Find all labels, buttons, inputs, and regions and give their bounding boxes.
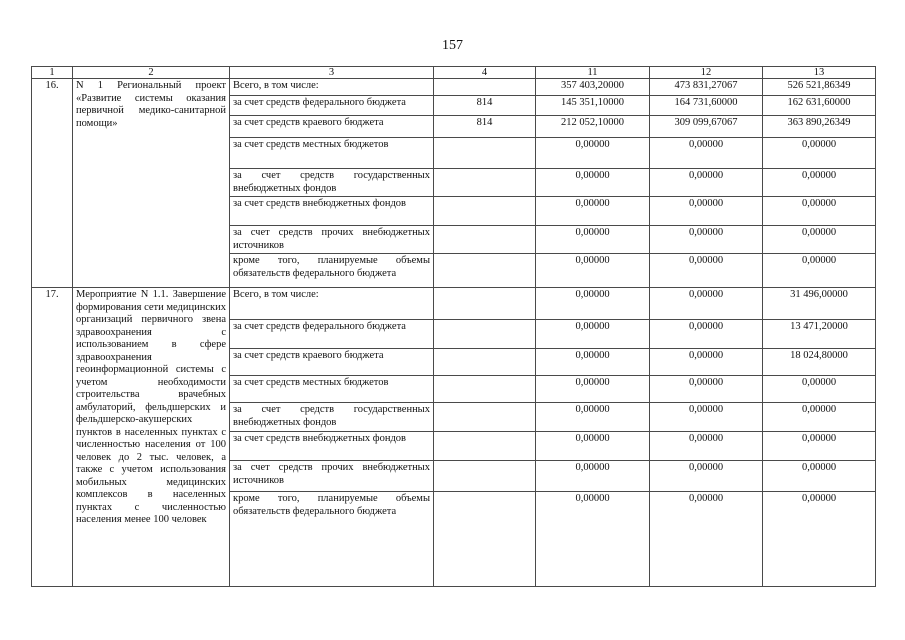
value-col-11: 0,00000 bbox=[536, 254, 650, 288]
funding-source: кроме того, планируемые объемы обязательств федерального бюджета bbox=[230, 254, 434, 288]
budget-code bbox=[434, 432, 536, 461]
value-col-13: 0,00000 bbox=[763, 254, 876, 288]
row-title: Мероприятие N 1.1. Завершение формирования сети медицинских организаций первичного звена здравоохранения с использованием в сфере здравоохранения геоинформационной системы с учетом необходимости строительства врачебных амбулаторий, фельдшерских и фельдшерско-акушерских пунктов в населенных пунктах с численностью населения от 100 человек до 2 тыс. человек, а также с учетом использования мобильных медицинских комплексов в населенных пунктах с численностью населения менее 100 человек bbox=[73, 288, 230, 587]
funding-source: за счет средств внебюджетных фондов bbox=[230, 432, 434, 461]
value-col-12: 0,00000 bbox=[650, 288, 763, 320]
column-header: 12 bbox=[650, 67, 763, 79]
row-number: 17. bbox=[32, 288, 73, 587]
funding-source: за счет средств прочих внебюджетных источников bbox=[230, 461, 434, 492]
value-col-13: 18 024,80000 bbox=[763, 349, 876, 376]
funding-source: за счет средств государственных внебюджетных фондов bbox=[230, 403, 434, 432]
funding-source: за счет средств федерального бюджета bbox=[230, 320, 434, 349]
budget-table bbox=[31, 66, 876, 587]
value-col-13: 0,00000 bbox=[763, 432, 876, 461]
budget-code: 814 bbox=[434, 116, 536, 138]
funding-source: за счет средств федерального бюджета bbox=[230, 96, 434, 116]
value-col-12: 0,00000 bbox=[650, 197, 763, 226]
value-col-12: 0,00000 bbox=[650, 376, 763, 403]
column-header: 1 bbox=[32, 67, 73, 79]
funding-source: за счет средств краевого бюджета bbox=[230, 116, 434, 138]
funding-source: за счет средств краевого бюджета bbox=[230, 349, 434, 376]
row-title: N 1 Региональный проект «Развитие системы оказания первичной медико-санитарной помощи» bbox=[73, 79, 230, 288]
value-col-12: 0,00000 bbox=[650, 349, 763, 376]
funding-source: за счет средств прочих внебюджетных источников bbox=[230, 226, 434, 254]
funding-source: за счет средств местных бюджетов bbox=[230, 138, 434, 169]
budget-code bbox=[434, 376, 536, 403]
column-header: 3 bbox=[230, 67, 434, 79]
value-col-11: 0,00000 bbox=[536, 349, 650, 376]
value-col-12: 309 099,67067 bbox=[650, 116, 763, 138]
value-col-11: 0,00000 bbox=[536, 320, 650, 349]
value-col-13: 0,00000 bbox=[763, 376, 876, 403]
value-col-11: 0,00000 bbox=[536, 169, 650, 197]
value-col-11: 0,00000 bbox=[536, 138, 650, 169]
column-header-row bbox=[32, 67, 876, 79]
value-col-12: 0,00000 bbox=[650, 138, 763, 169]
budget-code bbox=[434, 169, 536, 197]
value-col-11: 0,00000 bbox=[536, 376, 650, 403]
column-header: 11 bbox=[536, 67, 650, 79]
value-col-13: 526 521,86349 bbox=[763, 79, 876, 96]
value-col-12: 0,00000 bbox=[650, 461, 763, 492]
value-col-13: 0,00000 bbox=[763, 226, 876, 254]
budget-code bbox=[434, 320, 536, 349]
value-col-12: 473 831,27067 bbox=[650, 79, 763, 96]
row-number: 16. bbox=[32, 79, 73, 288]
value-col-11: 0,00000 bbox=[536, 288, 650, 320]
value-col-13: 0,00000 bbox=[763, 169, 876, 197]
budget-code bbox=[434, 226, 536, 254]
page-number: 157 bbox=[442, 38, 463, 53]
budget-code bbox=[434, 492, 536, 587]
funding-source: Всего, в том числе: bbox=[230, 288, 434, 320]
value-col-11: 212 052,10000 bbox=[536, 116, 650, 138]
funding-source: кроме того, планируемые объемы обязательств федерального бюджета bbox=[230, 492, 434, 587]
column-header: 4 bbox=[434, 67, 536, 79]
budget-code bbox=[434, 288, 536, 320]
value-col-13: 0,00000 bbox=[763, 138, 876, 169]
budget-code bbox=[434, 138, 536, 169]
value-col-13: 162 631,60000 bbox=[763, 96, 876, 116]
funding-source: за счет средств внебюджетных фондов bbox=[230, 197, 434, 226]
funding-source: Всего, в том числе: bbox=[230, 79, 434, 96]
value-col-11: 145 351,10000 bbox=[536, 96, 650, 116]
value-col-12: 164 731,60000 bbox=[650, 96, 763, 116]
value-col-12: 0,00000 bbox=[650, 432, 763, 461]
budget-code bbox=[434, 254, 536, 288]
value-col-13: 363 890,26349 bbox=[763, 116, 876, 138]
value-col-13: 31 496,00000 bbox=[763, 288, 876, 320]
value-col-12: 0,00000 bbox=[650, 403, 763, 432]
value-col-11: 0,00000 bbox=[536, 492, 650, 587]
value-col-12: 0,00000 bbox=[650, 226, 763, 254]
value-col-13: 0,00000 bbox=[763, 403, 876, 432]
value-col-12: 0,00000 bbox=[650, 492, 763, 587]
value-col-11: 357 403,20000 bbox=[536, 79, 650, 96]
budget-code bbox=[434, 403, 536, 432]
funding-source: за счет средств местных бюджетов bbox=[230, 376, 434, 403]
value-col-11: 0,00000 bbox=[536, 432, 650, 461]
budget-code bbox=[434, 79, 536, 96]
column-header: 2 bbox=[73, 67, 230, 79]
value-col-13: 13 471,20000 bbox=[763, 320, 876, 349]
value-col-12: 0,00000 bbox=[650, 320, 763, 349]
column-header: 13 bbox=[763, 67, 876, 79]
value-col-13: 0,00000 bbox=[763, 461, 876, 492]
value-col-12: 0,00000 bbox=[650, 254, 763, 288]
table-row bbox=[32, 288, 876, 320]
budget-code bbox=[434, 197, 536, 226]
value-col-11: 0,00000 bbox=[536, 461, 650, 492]
value-col-13: 0,00000 bbox=[763, 492, 876, 587]
value-col-11: 0,00000 bbox=[536, 197, 650, 226]
table-row bbox=[32, 79, 876, 96]
value-col-13: 0,00000 bbox=[763, 197, 876, 226]
funding-source: за счет средств государственных внебюджетных фондов bbox=[230, 169, 434, 197]
value-col-12: 0,00000 bbox=[650, 169, 763, 197]
budget-code: 814 bbox=[434, 96, 536, 116]
value-col-11: 0,00000 bbox=[536, 226, 650, 254]
value-col-11: 0,00000 bbox=[536, 403, 650, 432]
budget-code bbox=[434, 349, 536, 376]
budget-code bbox=[434, 461, 536, 492]
